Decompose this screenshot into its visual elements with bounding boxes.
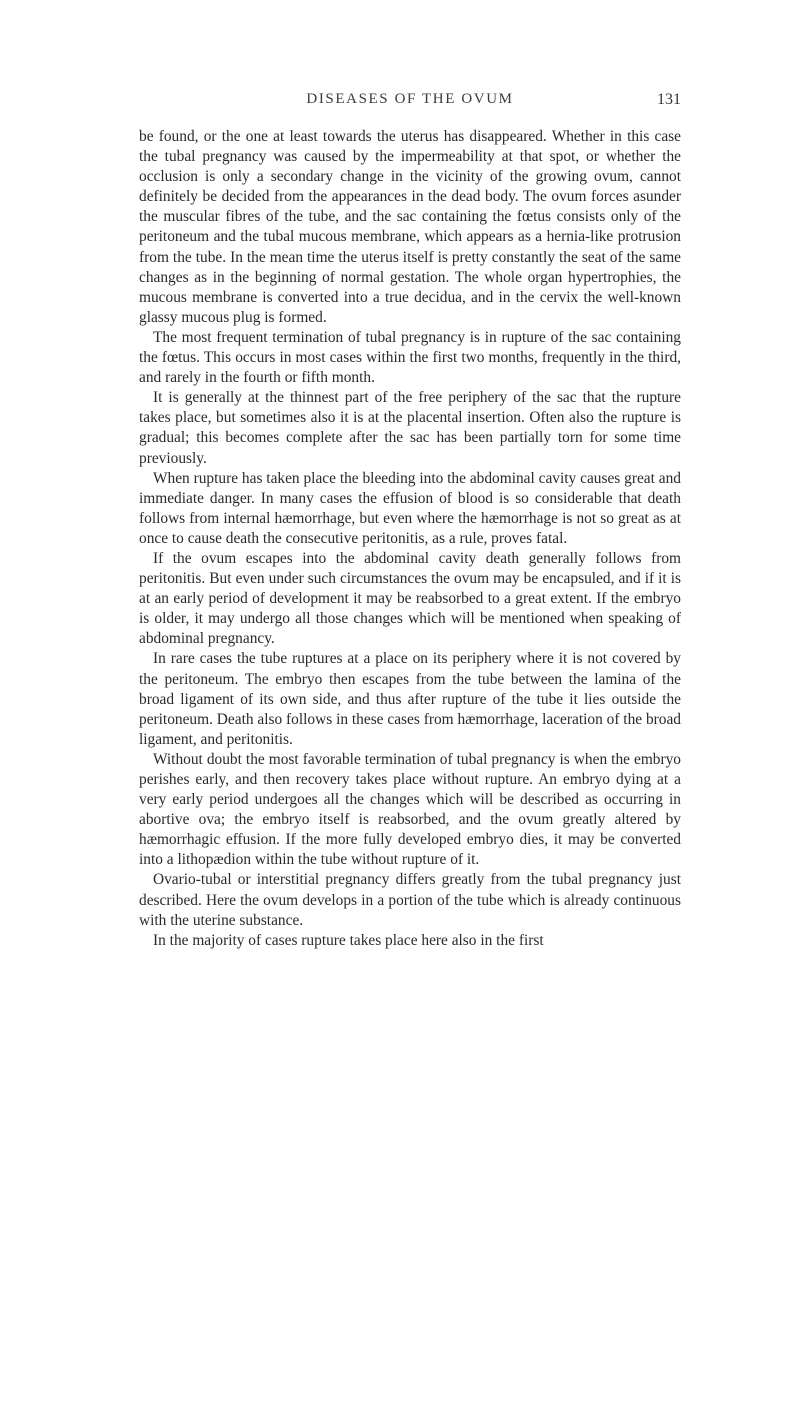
paragraph: If the ovum escapes into the abdominal cavity death generally follows from peritonitis. But even under such circumstances the ovum may be encapsuled, and if it is at an early period of development it may be reabsorbed to a great extent. If the embryo is older, it may undergo all those changes which will be mentioned when speaking of abdominal pregnancy. <box>139 549 681 648</box>
page-number: 131 <box>657 91 681 108</box>
running-head <box>139 91 681 113</box>
paragraph: Without doubt the most favorable termination of tubal pregnancy is when the embryo perishes early, and then recovery takes place without rupture. An embryo dying at a very early period undergoes all the changes which will be described as occurring in abortive ova; the embryo itself is reabsorbed, and the ovum greatly altered by hæmorrhagic effusion. If the more fully developed embryo dies, it may be converted into a lithopædion within the tube without rupture of it. <box>139 750 681 869</box>
body-text <box>139 127 681 951</box>
paragraph: In rare cases the tube ruptures at a place on its periphery where it is not covered by the peritoneum. The embryo then escapes from the tube between the lamina of the broad ligament of its own side, and thus after rupture of the tube it lies outside the peritoneum. Death also follows in these cases from hæmorrhage, laceration of the broad ligament, and peritonitis. <box>139 650 681 748</box>
paragraph: be found, or the one at least towards the uterus has disappeared. Whether in this case the tubal pregnancy was caused by the impermeability at that spot, or whether the occlusion is only a secondary change in the vicinity of the growing ovum, cannot definitely be decided from the appearances in the dead body. The ovum forces asunder the muscular fibres of the tube, and the sac containing the fœtus consists only of the peritoneum and the tubal mucous membrane, which appears as a hernia-like protrusion from the tube. In the mean time the uterus itself is pretty constantly the seat of the same changes as in the beginning of normal gestation. The whole organ hypertrophies, the mucous membrane is converted into a true decidua, and in the cervix the well-known glassy mucous plug is formed. <box>139 128 681 326</box>
paragraph: In the majority of cases rupture takes place here also in the first <box>153 931 544 949</box>
running-title: DISEASES OF THE OVUM <box>306 91 514 107</box>
paragraph: The most frequent termination of tubal pregnancy is in rupture of the sac containing the fœtus. This occurs in most cases within the first two months, frequently in the third, and rarely in the fourth or fifth month. <box>139 328 681 387</box>
paragraph: Ovario-tubal or interstitial pregnancy differs greatly from the tubal pregnancy just described. Here the ovum develops in a portion of the tube which is already continuous with the uterine substance. <box>139 871 681 929</box>
paragraph: It is generally at the thinnest part of the free periphery of the sac that the rupture takes place, but sometimes also it is at the placental insertion. Often also the rupture is gradual; this becomes complete after the sac has been partially torn for some time previously. <box>139 389 681 467</box>
paragraph: When rupture has taken place the bleeding into the abdominal cavity causes great and immediate danger. In many cases the effusion of blood is so considerable that death follows from internal hæmorrhage, but even where the hæmorrhage is not so great as at once to cause death the consecutive peritonitis, as a rule, proves fatal. <box>139 469 681 547</box>
